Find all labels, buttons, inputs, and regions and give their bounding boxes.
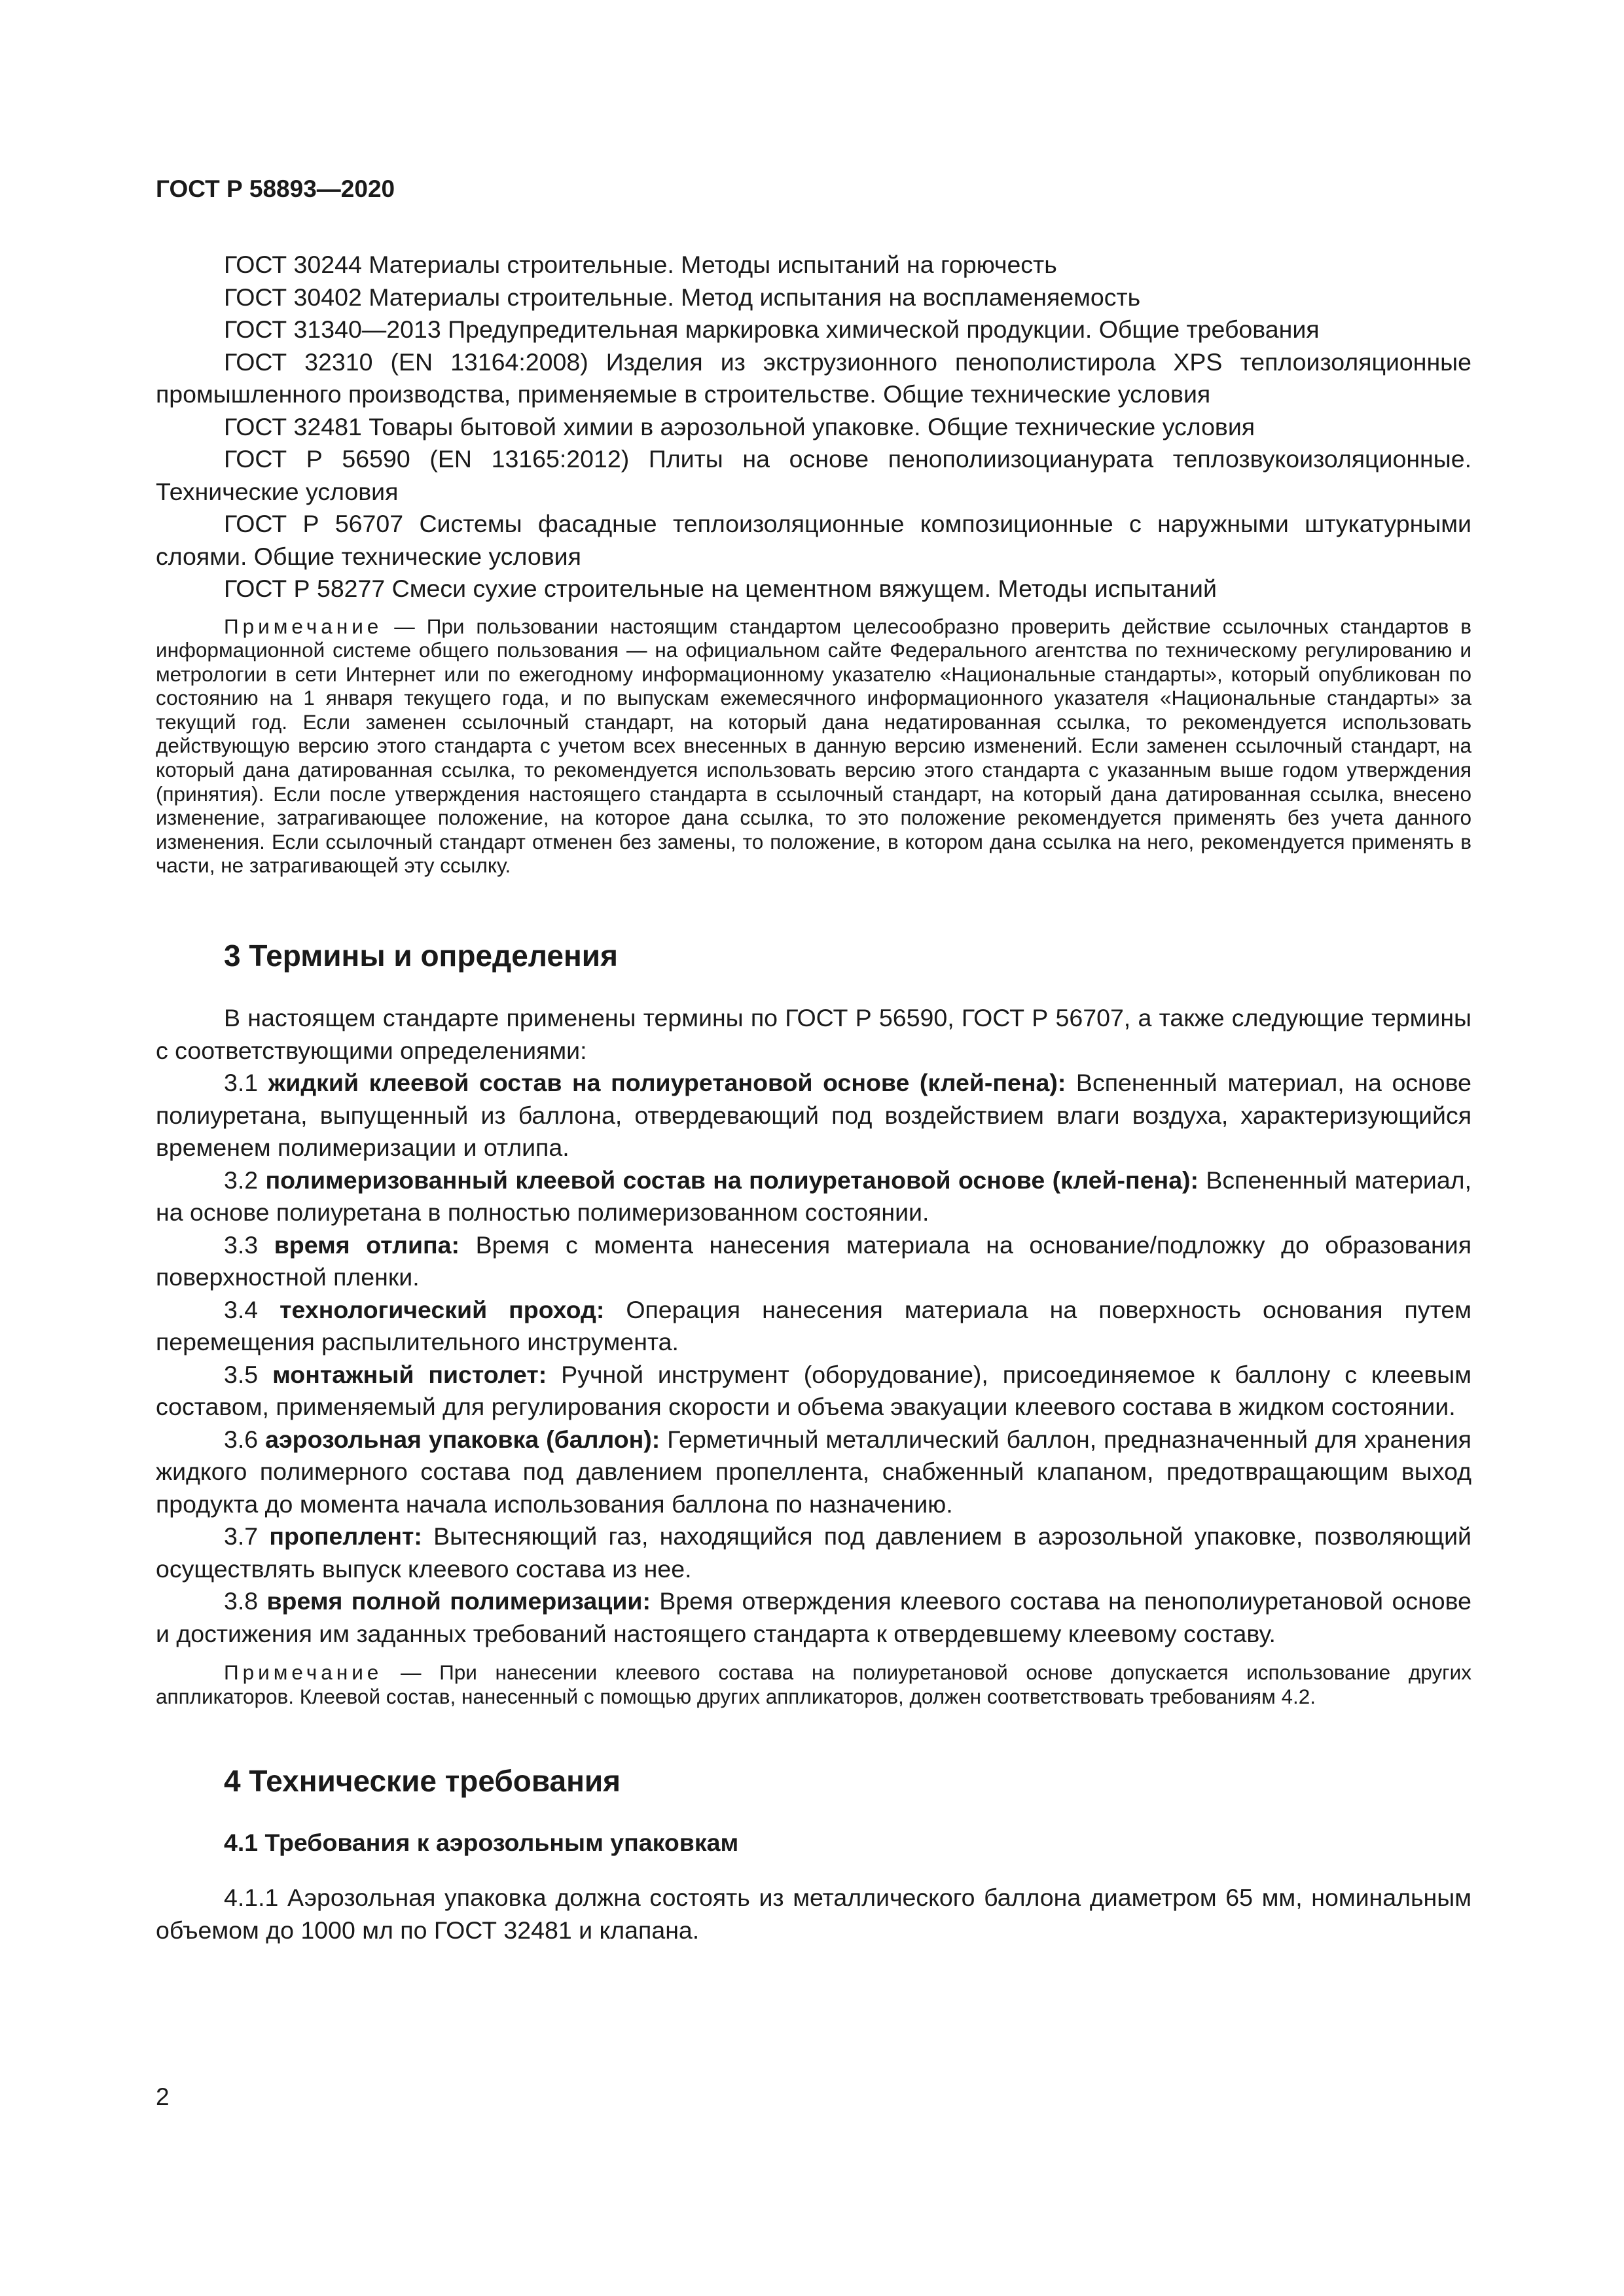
term-item: 3.8 время полной полимеризации: Время отверждения клеевого состава на пенополиуретановой основе и достижения им заданных требований настоящего стандарта к отвердевшему клеевому составу.: [156, 1587, 1471, 1647]
term-item: 3.3 время отлипа: Время с момента нанесения материала на основание/подложку до образования поверхностной пленки.: [156, 1230, 1472, 1291]
term-definition: Операция нанесения материала на поверхность основания путем перемещения распылительного инструмента.: [156, 1295, 1471, 1356]
note-label: Примечание: [224, 614, 383, 638]
reference-item: ГОСТ 30244 Материалы строительные. Методы испытаний на горючесть: [224, 251, 1057, 278]
term-definition: Вспененный материал, на основе полиуретана в полностью полимеризованном состоянии.: [156, 1166, 1471, 1227]
term-item: 3.2 полимеризованный клеевой состав на полиуретановой основе (клей-пена): Вспененный материал, на основе полиуретана в полностью полимеризованном состоянии.: [156, 1166, 1471, 1227]
term-name: аэрозольная упаковка (баллон):: [265, 1425, 660, 1453]
terms-note: [156, 1660, 1471, 1708]
term-name: монтажный пистолет:: [272, 1360, 547, 1388]
reference-item: ГОСТ Р 56590 (EN 13165:2012) Плиты на основе пенополиизоцианурата теплозвукоизоляционные. Технические условия: [156, 445, 1471, 505]
term-item: 3.5 монтажный пистолет: Ручной инструмент (оборудование), присоединяемое к баллону с клеевым составом, применяемый для регулирования скорости и объема эвакуации клеевого состава в жидком состоянии.: [156, 1360, 1471, 1421]
references-note: [156, 615, 1471, 878]
term-name: время полной полимеризации:: [266, 1587, 651, 1615]
term-definition: Вспененный материал, на основе полиуретана, выпущенный из баллона, отвердевающий под воздействием влаги воздуха, характеризующийся временем полимеризации и отлипа.: [156, 1069, 1471, 1162]
term-definition: Время с момента нанесения материала на основание/подложку до образования поверхностной пленки.: [156, 1230, 1472, 1291]
page-number: 2: [156, 2083, 170, 2110]
term-definition: Герметичный металлический баллон, предназначенный для хранения жидкого полимерного состава под давлением пропеллента, снабженный клапаном, предотвращающим выход продукта до момента начала использования баллона по назначению.: [156, 1425, 1471, 1518]
section-4-1-heading: 4.1 Требования к аэрозольным упаковкам: [224, 1829, 739, 1857]
note-text: — При пользовании настоящим стандартом целесообразно проверить действие ссылочных стандартов в информационной системе общего пользования — на официальном сайте Федерального агентства по техническому регулированию и метрологии в сети Интернет или по ежегодному информационному указателю «Национальные стандарты», который опубликован по состоянию на 1 января текущего года, и по выпускам ежемесячного информационного указателя «Национальные стандарты» за текущий год. Если заменен ссылочный стандарт, на который дана недатированная ссылка, то рекомендуется использовать действующую версию этого стандарта с учетом всех внесенных в данную версию изменений. Если заменен ссылочный стандарт, на который дана датированная ссылка, то рекомендуется использовать версию этого стандарта с указанным выше годом утверждения (принятия). Если после утверждения настоящего стандарта в ссылочный стандарт, на который дана датированная ссылка, внесено изменение, затрагивающее положение, на которое дана ссылка, то это положение рекомендуется применять без учета данного изменения. Если ссылочный стандарт отменен без замены, то положение, в котором дана ссылка на него, рекомендуется применять в части, не затрагивающей эту ссылку.: [156, 614, 1471, 878]
term-definition: Ручной инструмент (оборудование), присоединяемое к баллону с клеевым составом, применяемый для регулирования скорости и объема эвакуации клеевого состава в жидком состоянии.: [156, 1360, 1471, 1421]
term-item: 3.7 пропеллент: Вытесняющий газ, находящийся под давлением в аэрозольной упаковке, позволяющий осуществлять выпуск клеевого состава из нее.: [156, 1522, 1471, 1583]
term-definition: Время отверждения клеевого состава на пенополиуретановой основе и достижения им заданных требований настоящего стандарта к отвердевшему клеевому составу.: [156, 1587, 1471, 1647]
term-item: 3.4 технологический проход: Операция нанесения материала на поверхность основания путем перемещения распылительного инструмента.: [156, 1295, 1471, 1356]
requirements: [156, 1882, 1471, 1946]
note-label: Примечание: [224, 1660, 383, 1685]
term-definition: Вытесняющий газ, находящийся под давлением в аэрозольной упаковке, позволяющий осуществлять выпуск клеевого состава из нее.: [156, 1522, 1471, 1583]
term-name: технологический проход:: [280, 1295, 605, 1323]
note-text: — При нанесении клеевого состава на полиуретановой основе допускается использование других аппликаторов. Клеевой состав, нанесенный с помощью других аппликаторов, должен соответствовать требованиям 4.2.: [156, 1660, 1471, 1708]
terms-list: [156, 1002, 1471, 1650]
reference-list: [156, 249, 1471, 605]
section-3-heading: 3 Термины и определения: [224, 939, 618, 973]
reference-item: ГОСТ Р 56707 Системы фасадные теплоизоляционные композиционные с наружными штукатурными слоями. Общие технические условия: [156, 510, 1471, 570]
term-name: жидкий клеевой состав на полиуретановой основе (клей-пена):: [268, 1069, 1066, 1097]
reference-item: ГОСТ Р 58277 Смеси сухие строительные на цементном вяжущем. Методы испытаний: [224, 575, 1217, 602]
term-name: время отлипа:: [274, 1230, 460, 1259]
reference-item: ГОСТ 31340—2013 Предупредительная маркировка химической продукции. Общие требования: [224, 315, 1320, 343]
term-name: полимеризованный клеевой состав на полиуретановой основе (клей-пена):: [265, 1166, 1199, 1194]
term-item: 3.6 аэрозольная упаковка (баллон): Герметичный металлический баллон, предназначенный для хранения жидкого полимерного состава под давлением пропеллента, снабженный клапаном, предотвращающим выход продукта до момента начала использования баллона по назначению.: [156, 1425, 1471, 1518]
reference-item: ГОСТ 32481 Товары бытовой химии в аэрозольной упаковке. Общие технические условия: [224, 412, 1255, 440]
document-header: ГОСТ Р 58893—2020: [156, 175, 395, 202]
reference-item: ГОСТ 30402 Материалы строительные. Метод испытания на воспламеняемость: [224, 283, 1141, 311]
term-name: пропеллент:: [269, 1522, 422, 1551]
section-4-heading: 4 Технические требования: [224, 1764, 621, 1799]
term-item: 3.1 жидкий клеевой состав на полиуретановой основе (клей-пена): Вспененный материал, на основе полиуретана, выпущенный из баллона, отвердевающий под воздействием влаги воздуха, характеризующийся временем полимеризации и отлипа.: [156, 1069, 1471, 1162]
document-body: [156, 249, 1471, 1946]
requirement-paragraph: 4.1.1 Аэрозольная упаковка должна состоять из металлического баллона диаметром 65 мм, номинальным объемом до 1000 мл по ГОСТ 32481 и клапана.: [156, 1884, 1471, 1944]
reference-item: ГОСТ 32310 (EN 13164:2008) Изделия из экструзионного пенополистирола XPS теплоизоляционные промышленного производства, применяемые в строительстве. Общие технические условия: [156, 348, 1471, 408]
terms-intro: В настоящем стандарте применены термины по ГОСТ Р 56590, ГОСТ Р 56707, а также следующие термины с соответствующими определениями:: [156, 1004, 1471, 1064]
